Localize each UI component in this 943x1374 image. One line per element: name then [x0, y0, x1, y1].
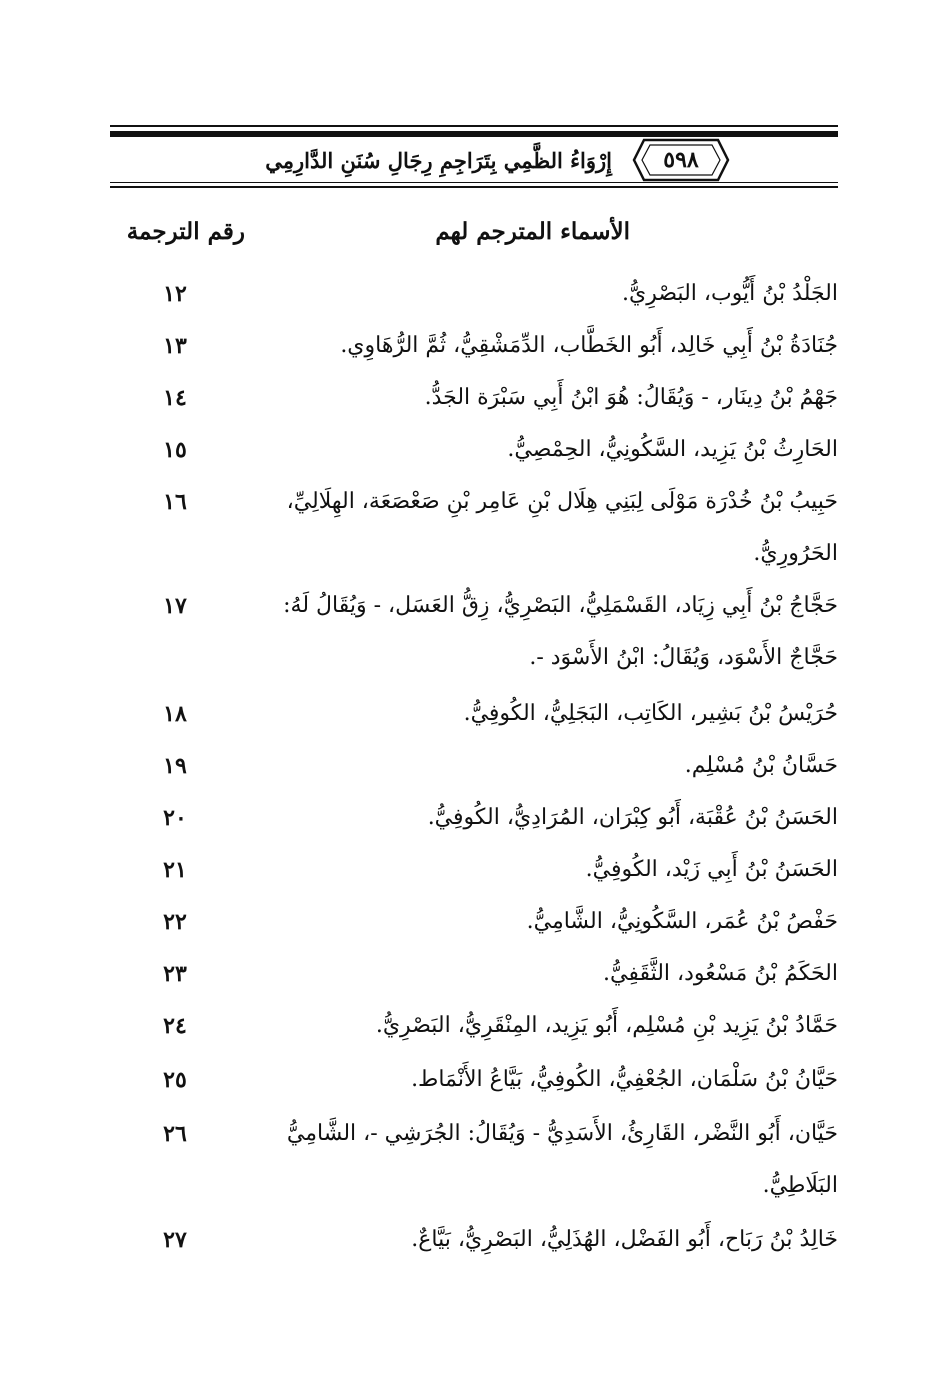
entry-number: ١٤: [163, 385, 187, 411]
entry-row: [110, 896, 838, 948]
book-title: إِرْوَاءُ الظَّمِي بِتَرَاجِمِ رِجَالِ سُنَنِ الدَّارِمِي: [265, 148, 612, 173]
entry-row: [110, 688, 838, 740]
entry-name: حَفْصُ بْنُ عُمَر، السَّكُونِيُّ، الشَّامِيُّ.: [526, 909, 838, 934]
entry-number: ٢٧: [163, 1227, 187, 1253]
entry-row: [110, 476, 838, 580]
entry-name: خَالِدُ بْنُ رَبَاح، أَبُو الفَضْل، الهُذَلِيُّ، البَصْرِيُّ، بَيَّاعٌ.: [411, 1227, 838, 1252]
entry-name: حَبِيبُ بْنُ خُدْرَة مَوْلَى لِبَنِي هِلَال بْنِ عَامِر بْنِ صَعْصَعَة، الهِلَالِيِّ، الحَرُورِيُّ.: [286, 489, 838, 566]
entry-name: حَجَّاجُ بْنُ أَبِي زِيَاد، القَسْمَلِيُّ، البَصْرِيُّ، زِقُّ العَسَل، - وَيُقَالُ لَهُ: حَجَّاجٌ الأَسْوَد، وَيُقَالُ: ابْنُ الأَسْوَد -.: [283, 593, 838, 670]
number-column-heading: رقم الترجمة: [126, 218, 245, 245]
entry-name: حَيَّان، أَبُو النَّضْر، القَارِئُ، الأَسَدِيُّ - وَيُقَالُ: الجُرَشِي -، الشَّامِيُّ البَلَاطِيُّ.: [286, 1121, 838, 1198]
entry-number: ١٧: [163, 593, 187, 619]
entry-name: الحَسَنُ بْنُ أَبِي زَيْد، الكُوفِيُّ.: [585, 857, 838, 882]
page-number: ٥٩٨: [663, 147, 699, 173]
entry-number: ٢١: [163, 857, 187, 883]
entry-number: ٢٦: [163, 1121, 187, 1147]
entry-name: جَهْمُ بْنُ دِينَار، - وَيُقَالُ: هُوَ ابْنُ أَبِي سَبْرَة الجَدُّ.: [424, 385, 838, 410]
names-column-heading: الأسماء المترجم لهم: [435, 218, 630, 245]
entry-name: حَيَّانُ بْنُ سَلْمَان، الجُعْفِيُّ، الكُوفِيُّ، بَيَّاعُ الأَنْمَاط.: [411, 1067, 838, 1092]
entry-number: ١٩: [163, 753, 187, 779]
entry-name: الحَسَنُ بْنُ عُقْبَة، أَبُو كِبْرَان، المُرَادِيُّ، الكُوفِيُّ.: [427, 805, 838, 830]
entry-number: ١٨: [163, 701, 187, 727]
entry-number: ٢٤: [163, 1013, 187, 1039]
entry-row: [110, 268, 838, 320]
entry-number: ١٥: [163, 437, 187, 463]
entry-name: الحَارِثُ بْنُ يَزِيد، السَّكُونِيُّ، الحِمْصِيُّ.: [507, 437, 838, 462]
entry-number: ٢٥: [163, 1067, 187, 1093]
entry-name: الحَكَمُ بْنُ مَسْعُود، الثَّقَفِيُّ.: [603, 961, 838, 986]
entry-row: [110, 372, 838, 424]
entry-name: جُنَادَةُ بْنُ أَبِي خَالِد، أَبُو الخَطَّاب، الدِّمَشْقِيُّ، ثُمَّ الرُّهَاوِي.: [340, 333, 838, 358]
entry-row: [110, 580, 838, 684]
entry-number: ١٣: [163, 333, 187, 359]
entry-name: حُرَيْسُ بْنُ بَشِير، الكَاتِب، البَجَلِيُّ، الكُوفِيُّ.: [463, 701, 838, 726]
entry-row: [110, 1000, 838, 1052]
entry-name: حَمَّادُ بْنُ يَزِيد بْنِ مُسْلِم، أَبُو يَزِيد، المِنْقَرِيُّ، البَصْرِيُّ.: [375, 1013, 838, 1038]
entry-row: [110, 424, 838, 476]
entry-row: [110, 844, 838, 896]
entry-number: ٢٠: [163, 805, 187, 831]
entry-number: ٢٣: [163, 961, 187, 987]
entry-name: الجَلْدُ بْنُ أَيُّوب، البَصْرِيُّ.: [622, 281, 838, 306]
entry-number: ٢٢: [163, 909, 187, 935]
header-rule-thin: [110, 125, 838, 127]
entry-row: [110, 1054, 838, 1106]
entry-number: ١٦: [163, 489, 187, 515]
entry-row: [110, 1108, 838, 1212]
entry-row: [110, 1214, 838, 1266]
entry-number: ١٢: [163, 281, 187, 307]
entry-name: حَسَّانُ بْنُ مُسْلِم.: [684, 753, 838, 778]
page-number-frame: [632, 136, 730, 184]
entry-row: [110, 320, 838, 372]
entry-row: [110, 792, 838, 844]
header-rule-lower: [110, 186, 838, 188]
entry-row: [110, 948, 838, 1000]
entry-row: [110, 740, 838, 792]
